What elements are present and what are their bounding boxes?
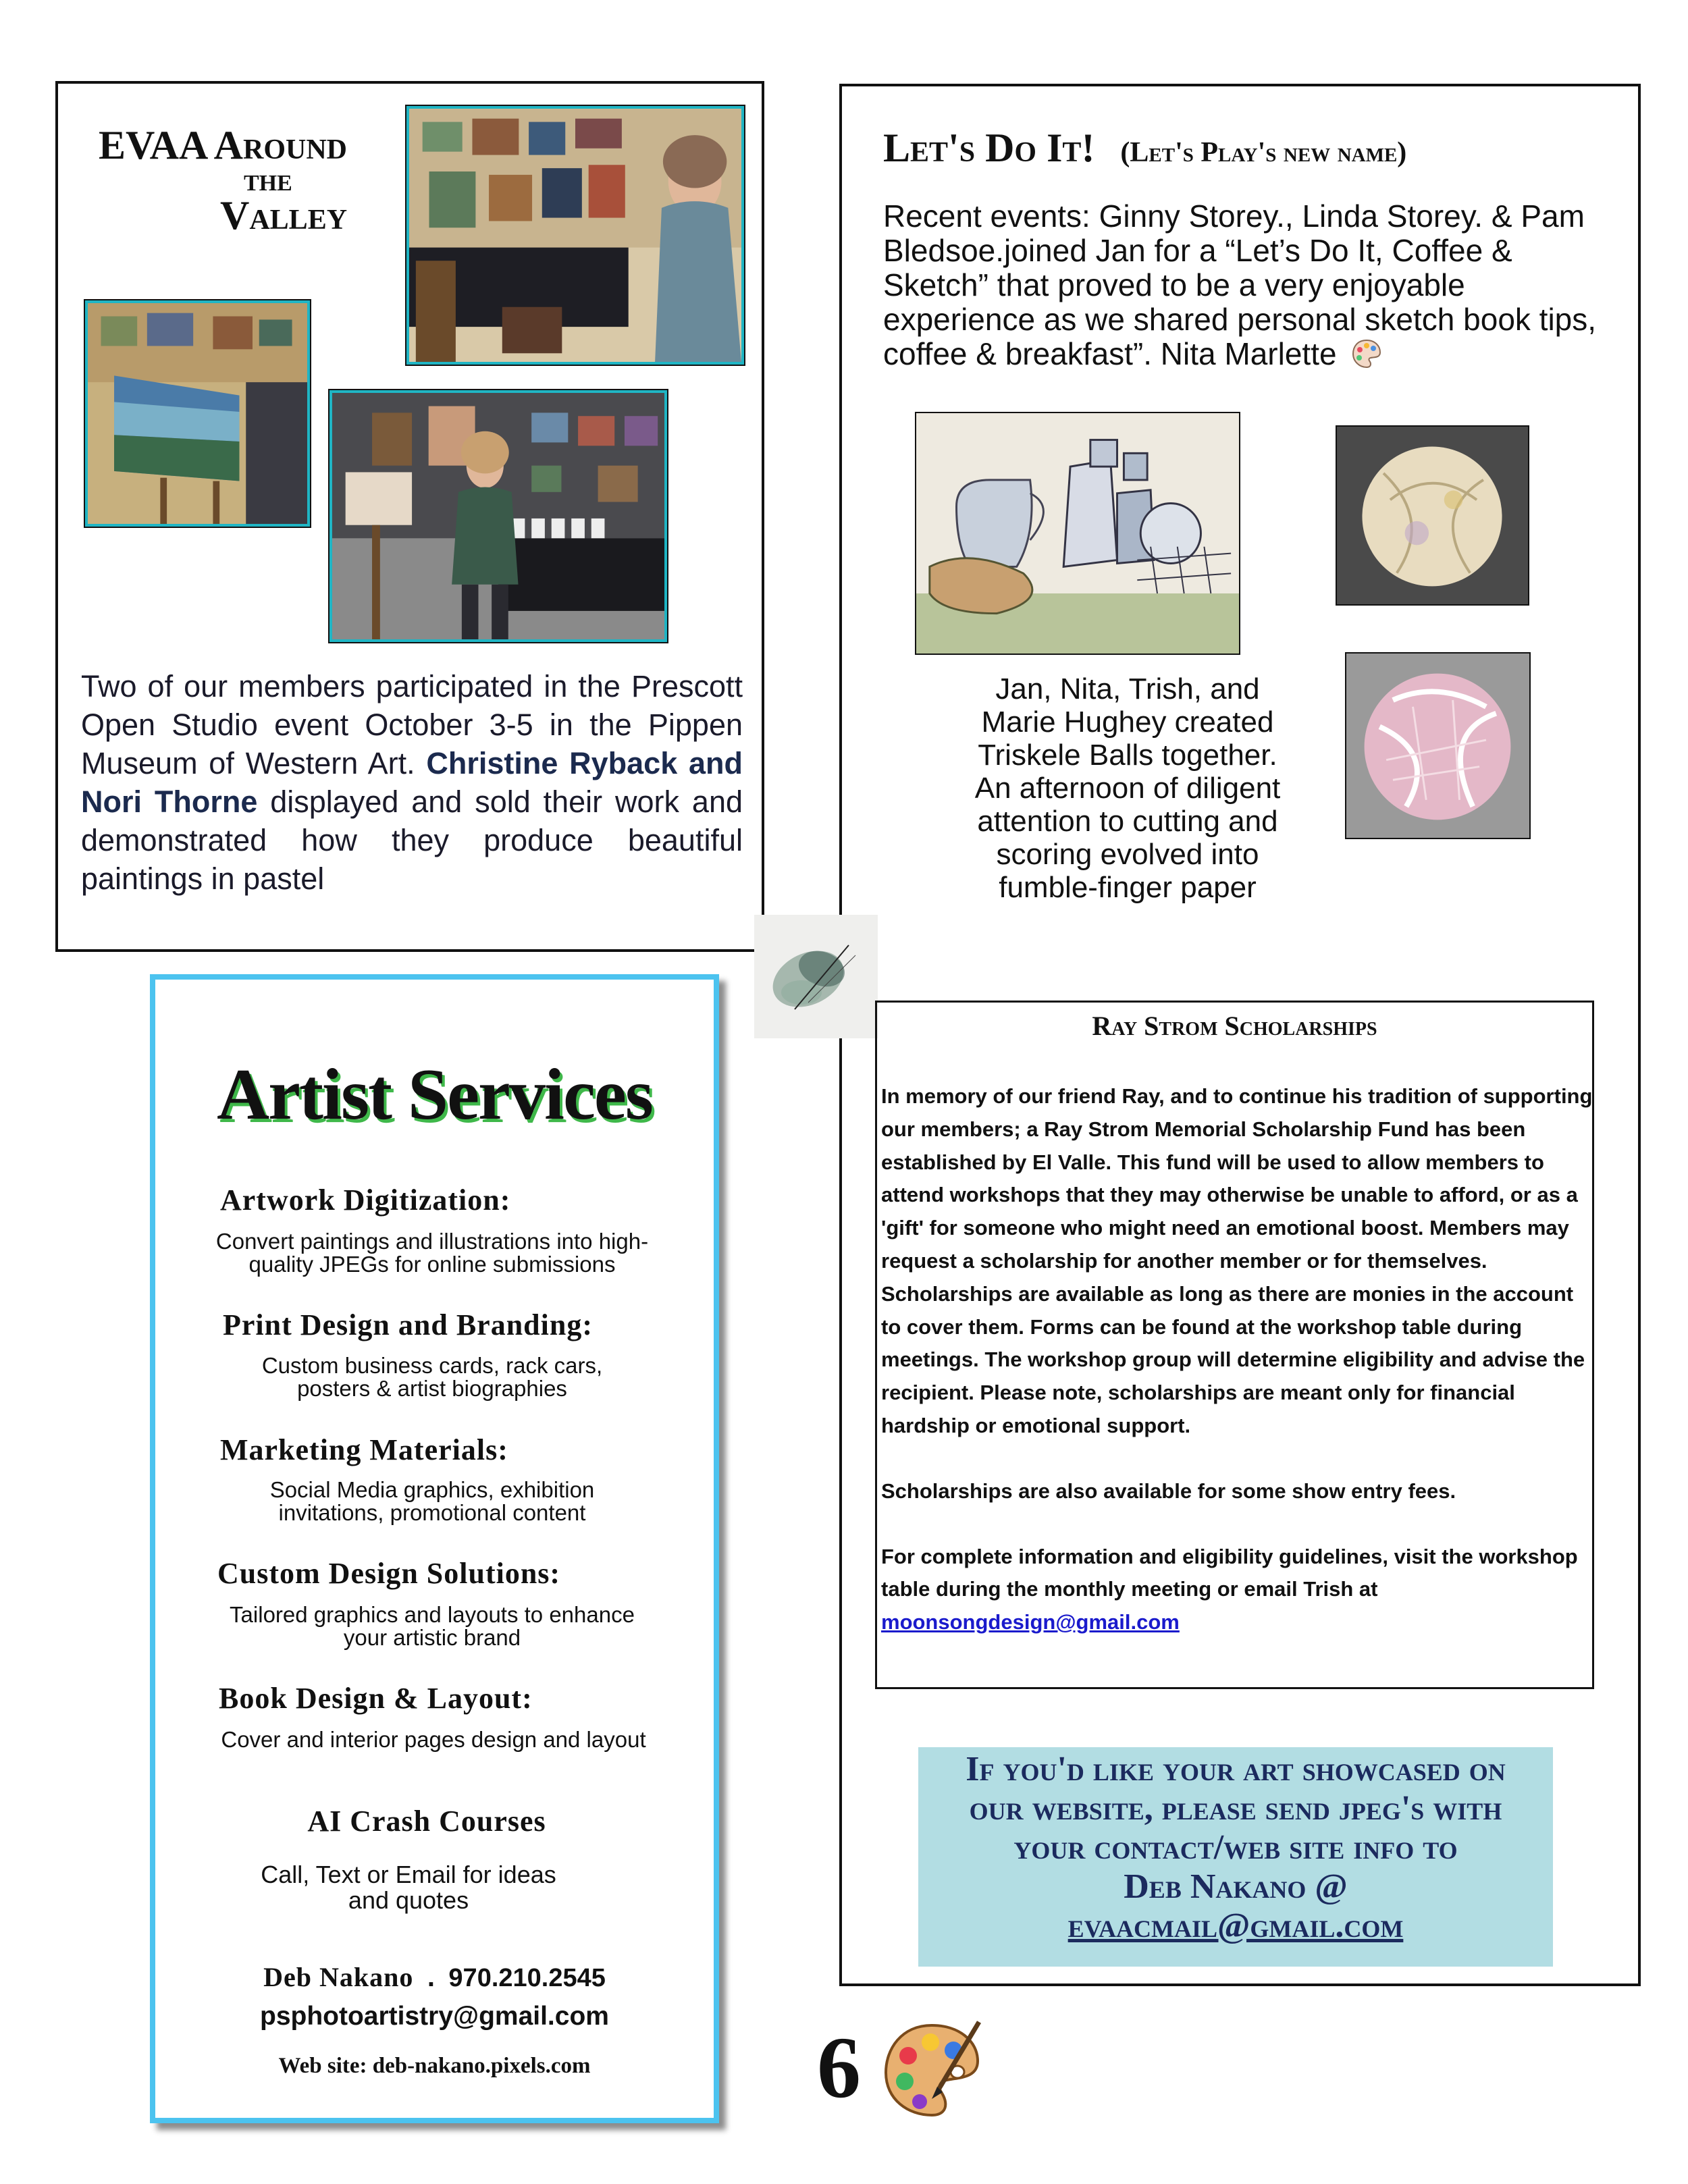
showcase-line2: our website, please send jpeg's with: [969, 1789, 1502, 1828]
photo-coffee-sketch: [915, 412, 1240, 655]
svc-heading-6: AI Crash Courses: [307, 1805, 546, 1838]
evaa-body-pre: Two of our members participated in the Prescott Open Studio event October 3-5 in the Pippen Museum of Western Art.: [81, 669, 743, 780]
svc-heading-1: Artwork Digitization:: [220, 1183, 511, 1217]
photo-triskele-ball-2: [1345, 652, 1531, 839]
showcase-line4: Deb Nakano @: [1124, 1867, 1348, 1906]
contact-separator: .: [427, 1963, 435, 1992]
showcase-email-link[interactable]: evaacmail@gmail.com: [1067, 1907, 1404, 1945]
showcase-text: [918, 1750, 1553, 1946]
svc-heading-4: Custom Design Solutions:: [217, 1557, 561, 1590]
scholarship-para1: In memory of our friend Ray, and to continue his tradition of supporting our members; a Ray Strom Memorial Scholarship Fund has been established by El Valle. This fund will be used to allow members to attend workshops that they may otherwise be unable to afford, or as a 'gift' for someone who might need an emotional boost. Members may request a scholarship for another member or for themselves. Scholarships are available as long as there are monies in the account to cover them. Forms can be found at the workshop table during meetings. The workshop group will determine eligibility and advise the recipient. Please note, scholarships are meant only for financial hardship or emotional support.: [881, 1084, 1593, 1437]
svc-heading-2: Print Design and Branding:: [223, 1308, 593, 1341]
contact-phone: 970.210.2545: [448, 1964, 606, 1992]
scholarship-para2: Scholarships are also available for some show entry fees.: [881, 1479, 1456, 1503]
svc-desc-2: Custom business cards, rack cars, posters & artist biographies: [261, 1353, 603, 1401]
watercolor-decoration: [754, 915, 878, 1038]
lets-caption: Jan, Nita, Trish, and Marie Hughey created Triskele Balls together. An afternoon of diligent attention to cutting and scoring evolved into fumble-finger paper: [974, 672, 1281, 904]
contact-name: Deb Nakano: [263, 1962, 414, 1992]
palette-icon: [1350, 338, 1383, 370]
artist-palette-icon: [878, 2015, 986, 2123]
services-panel: [150, 974, 719, 2123]
scholarship-body: [881, 1080, 1593, 1639]
lets-title: Let's Do It!: [883, 126, 1095, 170]
evaa-body-post: displayed and sold their work and demonstrated how they produce beautiful paintings in pastel: [81, 784, 743, 896]
services-contact-row: [150, 1961, 719, 1993]
svc-desc-5: Cover and interior pages design and layout: [221, 1727, 646, 1752]
scholarship-email-link[interactable]: moonsongdesign@gmail.com: [881, 1610, 1180, 1634]
svc-heading-3: Marketing Materials:: [220, 1433, 508, 1466]
svc-desc-3: Social Media graphics, exhibition invitations, promotional content: [269, 1477, 595, 1525]
services-website[interactable]: Web site: deb-nakano.pixels.com: [278, 2054, 591, 2078]
svc-desc-4: Tailored graphics and layouts to enhance your artistic brand: [230, 1602, 635, 1650]
svc-desc-1: Convert paintings and illustrations into high-quality JPEGs for online submissions: [215, 1229, 649, 1277]
evaa-title-line3: Valley: [220, 193, 348, 238]
photo-easel-landscape: [85, 300, 310, 527]
lets-body: [883, 199, 1612, 371]
lets-subtitle: (Let's Play's new name): [1120, 137, 1407, 168]
svc-desc-6: Call, Text or Email for ideas and quotes: [261, 1861, 556, 1914]
lets-title-row: [883, 125, 1406, 171]
scholarship-para3: For complete information and eligibility guidelines, visit the workshop table during the monthly meeting or email Trish at: [881, 1544, 1578, 1601]
photo-triskele-ball-1: [1336, 425, 1529, 606]
photo-booth-artist: [329, 390, 667, 642]
evaa-body-bold: Christine Ryback and Nori Thorne: [81, 746, 743, 819]
evaa-title-line2: the: [244, 162, 292, 198]
svc-heading-5: Book Design & Layout:: [219, 1682, 533, 1715]
services-title: Artist Services: [217, 1055, 652, 1135]
evaa-title: [99, 125, 347, 236]
page-number: 6: [817, 2019, 861, 2116]
showcase-line1: If you'd like your art showcased on: [966, 1750, 1506, 1788]
lets-body-text: Recent events: Ginny Storey., Linda Storey. & Pam Bledsoe.joined Jan for a “Let’s Do It, Coffee & Sketch” that proved to be a very enjoyable experience as we shared personal sketch book tips, coffee & breakfast”. Nita Marlette: [883, 198, 1597, 371]
showcase-line3: your contact/web site info to: [1013, 1828, 1458, 1867]
contact-email[interactable]: psphotoartistry@gmail.com: [260, 2002, 609, 2031]
photo-booth-woman: [406, 106, 744, 365]
evaa-title-line1: EVAA Around: [99, 123, 347, 167]
scholarship-title: Ray Strom Scholarships: [1092, 1011, 1377, 1041]
evaa-body: [81, 667, 743, 898]
